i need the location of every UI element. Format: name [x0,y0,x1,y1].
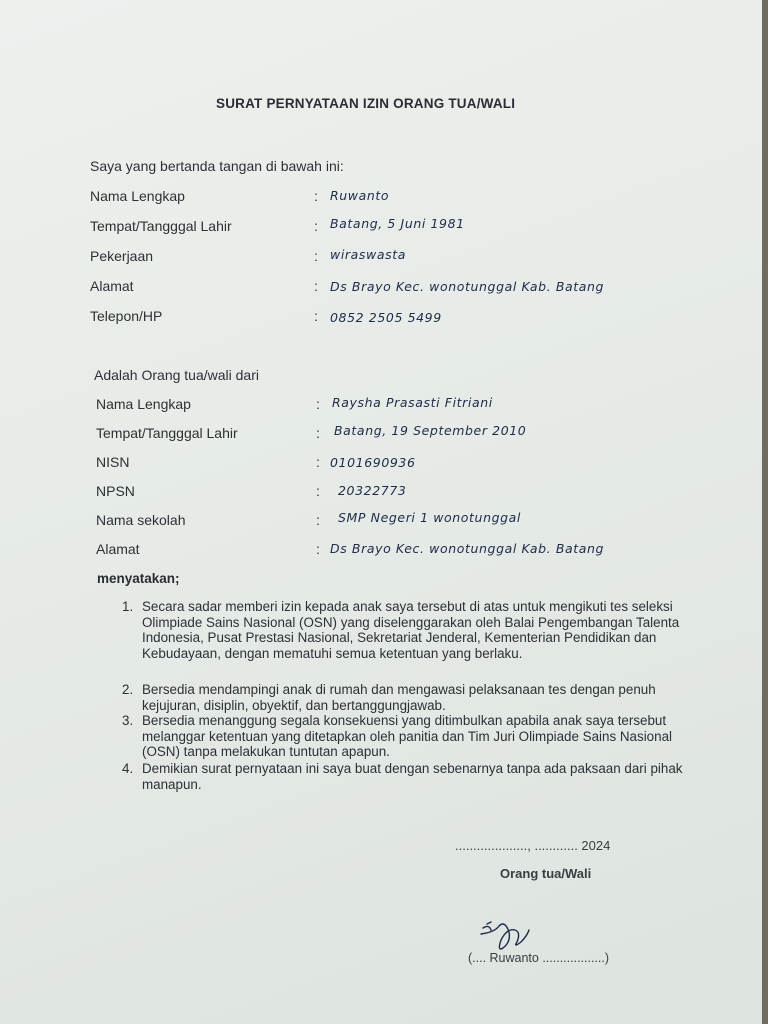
child-birth-value: Batang, 19 September 2010 [334,423,527,438]
statement-item [122,761,682,793]
child-intro-text: Adalah Orang tua/wali dari [94,367,259,383]
colon: : [316,541,320,557]
colon: : [316,396,320,412]
child-birth-label: Tempat/Tangggal Lahir [96,425,238,441]
colon: : [316,512,320,528]
colon: : [316,483,320,499]
parent-phone-value: 0852 2505 5499 [330,310,442,325]
statement-text: Bersedia menanggung segala konsekuensi yang ditimbulkan apabila anak saya tersebut melanggar ketentuan yang ditetapkan oleh panitia dan Tim Juri Olimpiade Sains Nasional (OSN) tanpa melakukan tuntutan apapun. [142,713,672,759]
parent-birth-label: Tempat/Tangggal Lahir [90,218,232,234]
colon: : [314,218,318,234]
signer-title: Orang tua/Wali [500,866,592,881]
parent-address-value: Ds Brayo Kec. wonotunggal Kab. Batang [330,279,605,294]
statement-text: Bersedia mendampingi anak di rumah dan mengawasi pelaksanaan tes dengan penuh kejujuran, disiplin, obyektif, dan bertanggungjawab. [142,682,656,713]
child-nisn-label: NISN [96,454,130,470]
parent-phone-label: Telepon/HP [90,308,163,324]
statement-number: 4. [122,761,134,776]
child-npsn-label: NPSN [96,483,135,499]
statement-text: Secara sadar memberi izin kepada anak saya tersebut di atas untuk mengikuti tes seleksi Olimpiade Sains Nasional (OSN) yang diselenggarakan oleh Balai Pengembangan Talenta Indonesia, Pusat Prestasi Nasional, Sekretariat Jenderal, Kementerian Pendidikan dan Kebudayaan, dengan mematuhi semua ketentuan yang berlaku. [142,599,680,661]
child-name-label: Nama Lengkap [96,396,191,412]
parent-birth-value: Batang, 5 Juni 1981 [330,216,465,231]
colon: : [314,278,318,294]
child-school-label: Nama sekolah [96,512,186,528]
child-address-label: Alamat [96,541,140,557]
date-line: ...................., ............ 2024 [455,838,611,853]
child-npsn-value: 20322773 [338,483,407,498]
child-name-value: Raysha Prasasti Fitriani [332,395,493,410]
child-address-value: Ds Brayo Kec. wonotunggal Kab. Batang [330,541,605,556]
parent-address-label: Alamat [90,278,134,294]
parent-name-label: Nama Lengkap [90,188,185,204]
statement-number: 1. [122,599,134,614]
intro-text: Saya yang bertanda tangan di bawah ini: [90,158,344,174]
statement-item [122,599,682,679]
statement-item [122,713,682,761]
statement-number: 3. [122,713,134,728]
statement-number: 2. [122,682,134,697]
parent-job-value: wiraswasta [330,247,406,262]
statement-item [122,682,682,714]
parent-job-label: Pekerjaan [90,248,154,264]
child-school-value: SMP Negeri 1 wonotunggal [338,510,521,525]
statement-text: Demikian surat pernyataan ini saya buat dengan sebenarnya tanpa ada paksaan dari pihak manapun. [142,761,683,792]
colon: : [314,188,318,204]
colon: : [314,308,318,324]
parent-name-value: Ruwanto [330,188,390,203]
child-nisn-value: 0101690936 [330,455,416,470]
colon: : [314,248,318,264]
signature-name-line: (.... Ruwanto ..................) [468,951,610,965]
document-title: SURAT PERNYATAAN IZIN ORANG TUA/WALI [216,96,516,111]
colon: : [316,425,320,441]
declares-heading: menyatakan; [97,571,180,586]
colon: : [316,454,320,470]
